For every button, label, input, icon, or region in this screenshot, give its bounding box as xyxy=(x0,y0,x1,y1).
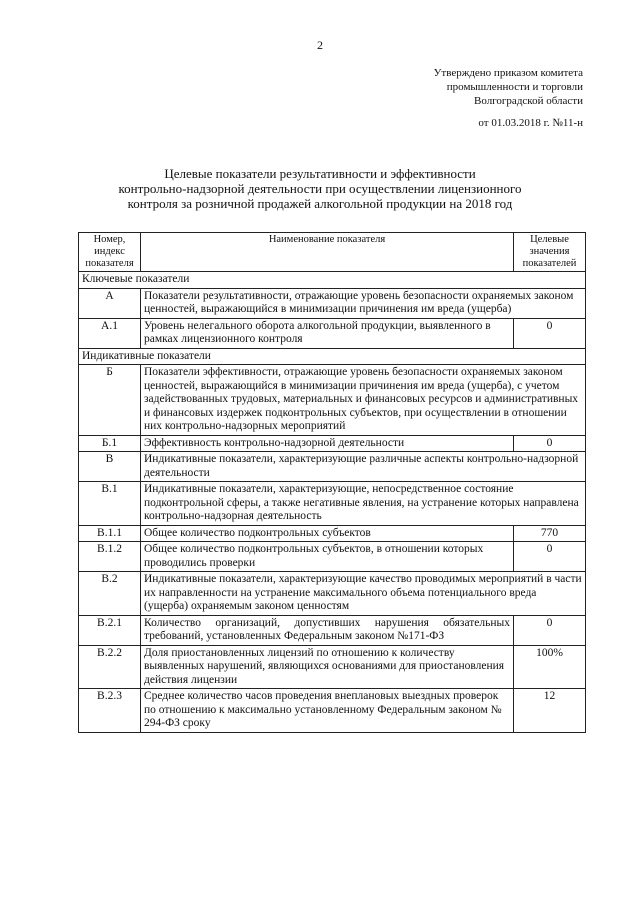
table-row xyxy=(79,435,586,452)
row-index: В.2.3 xyxy=(79,689,141,733)
row-index: Б xyxy=(79,365,141,436)
row-value: 0 xyxy=(514,435,586,452)
section-key: Ключевые показатели xyxy=(79,272,586,289)
header-target: Целевые значения показателей xyxy=(514,233,586,272)
row-value: 0 xyxy=(514,615,586,645)
row-name: Индикативные показатели, характеризующие, непосредственное состояние подконтрольной сферы, а также негативные явления, на устранение которых направлена контрольно-надзорная деятельность xyxy=(141,482,586,526)
page-number: 2 xyxy=(317,38,323,52)
table-row xyxy=(79,318,586,348)
section-row xyxy=(79,348,586,365)
row-name: Показатели результативности, отражающие уровень безопасности охраняемых законом ценностей, выражающийся в минимизации причинения им вреда (ущерба) xyxy=(141,288,586,318)
title-line-3: контроля за розничной продажей алкогольной продукции на 2018 год xyxy=(127,196,513,211)
row-value: 100% xyxy=(514,645,586,689)
row-index: А xyxy=(79,288,141,318)
section-row xyxy=(79,272,586,289)
table-row xyxy=(79,542,586,572)
row-value: 0 xyxy=(514,318,586,348)
approval-block xyxy=(434,66,583,108)
row-index: В.1.1 xyxy=(79,525,141,542)
section-indicative: Индикативные показатели xyxy=(79,348,586,365)
approval-line-2: промышленности и торговли xyxy=(446,81,583,93)
row-value: 770 xyxy=(514,525,586,542)
title-line-2: контрольно-надзорной деятельности при осуществлении лицензионного xyxy=(118,181,522,196)
approval-date: от 01.03.2018 г. №11-н xyxy=(478,117,583,129)
row-index: В.1.2 xyxy=(79,542,141,572)
row-index: В xyxy=(79,452,141,482)
table-row xyxy=(79,525,586,542)
header-name: Наименование показателя xyxy=(141,233,514,272)
row-name: Общее количество подконтрольных субъектов xyxy=(141,525,514,542)
approval-line-3: Волгоградской области xyxy=(474,95,583,107)
table-row xyxy=(79,572,586,616)
row-index: А.1 xyxy=(79,318,141,348)
table-row xyxy=(79,365,586,436)
row-name: Индикативные показатели, характеризующие качество проводимых мероприятий в части их направленности на устранение максимального объема потенциального вреда (ущерба) охраняемым законом ценностям xyxy=(141,572,586,616)
row-index: В.2 xyxy=(79,572,141,616)
row-name: Доля приостановленных лицензий по отношению к количеству выявленных нарушений, являющихся основаниями для приостановления действия лицензии xyxy=(141,645,514,689)
row-index: В.2.2 xyxy=(79,645,141,689)
row-name: Показатели эффективности, отражающие уровень безопасности охраняемых законом ценностей, выражающийся в минимизации причинения им вреда (ущерба), с учетом задействованных трудовых, материальных и финансовых ресурсов и административных и финансовых издержек подконтрольных субъектов, при осуществлении в отношении них контрольно-надзорных мероприятий xyxy=(141,365,586,436)
row-name: Эффективность контрольно-надзорной деятельности xyxy=(141,435,514,452)
row-index: В.2.1 xyxy=(79,615,141,645)
row-name: Уровень нелегального оборота алкогольной продукции, выявленного в рамках лицензионного контроля xyxy=(141,318,514,348)
row-name: Индикативные показатели, характеризующие различные аспекты контрольно-надзорной деятельности xyxy=(141,452,586,482)
indicators-table xyxy=(78,232,586,733)
header-index: Номер, индекс показателя xyxy=(79,233,141,272)
row-index: В.1 xyxy=(79,482,141,526)
table-row xyxy=(79,482,586,526)
title-line-1: Целевые показатели результативности и эффективности xyxy=(164,166,476,181)
row-name: Среднее количество часов проведения внеплановых выездных проверок по отношению к максимально установленному Федеральным законом № 294-ФЗ сроку xyxy=(141,689,514,733)
table-row xyxy=(79,615,586,645)
table-row xyxy=(79,689,586,733)
approval-line-1: Утверждено приказом комитета xyxy=(433,67,583,79)
row-value: 12 xyxy=(514,689,586,733)
row-name: Общее количество подконтрольных субъектов, в отношении которых проводились проверки xyxy=(141,542,514,572)
document-title xyxy=(60,166,580,211)
table-row xyxy=(79,452,586,482)
row-value: 0 xyxy=(514,542,586,572)
row-index: Б.1 xyxy=(79,435,141,452)
table-row xyxy=(79,645,586,689)
table-row xyxy=(79,288,586,318)
table-header-row xyxy=(79,233,586,272)
row-name: Количество организаций, допустивших нарушения обязательных требований, установленных Федеральным законом №171-ФЗ xyxy=(141,615,514,645)
